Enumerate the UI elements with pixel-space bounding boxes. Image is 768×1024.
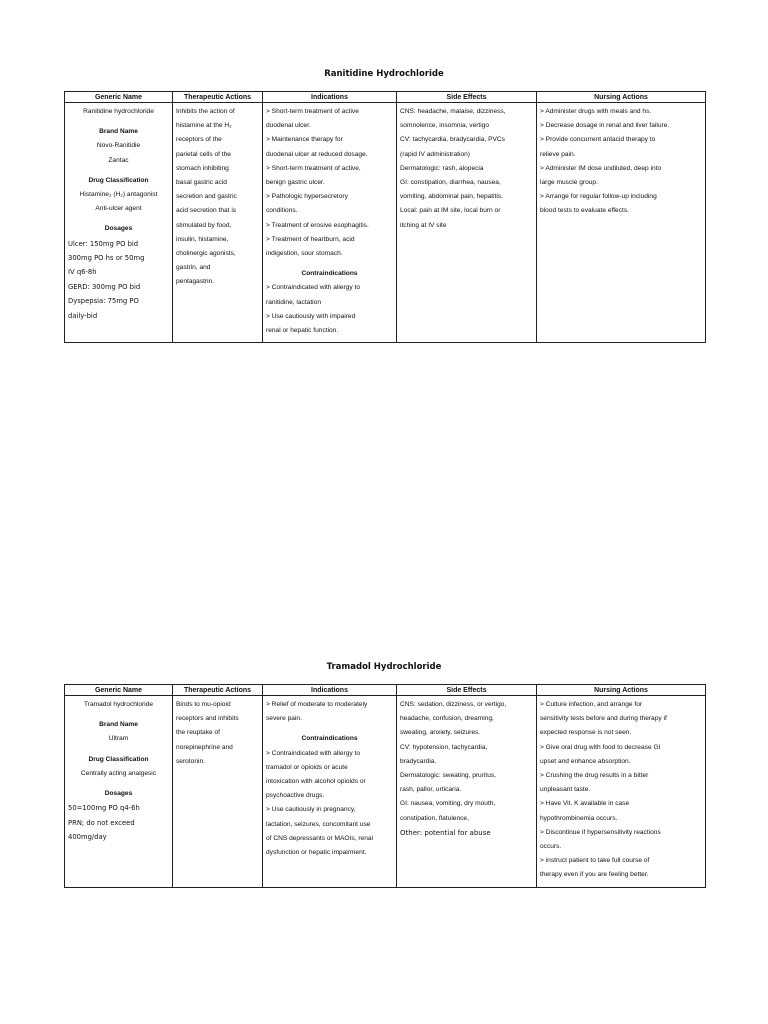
nursing-actions-cell: [537, 696, 706, 888]
drug-title-ranitidine: Ranitidine Hydrochloride: [324, 69, 444, 79]
dosage-line: Ulcer: 150mg PO bid: [68, 239, 139, 248]
nursing-action-line: > Provide concurrent antacid therapy to: [540, 136, 656, 144]
indication-line: > Short-term treatment of active: [266, 108, 359, 115]
nursing-action-line: occurs.: [540, 843, 562, 851]
contraindications-label: Contraindications: [301, 735, 358, 743]
therapeutic-line: norepinephrine and: [176, 743, 233, 751]
contraindication-line: intoxication with alcohol opioids or: [266, 778, 366, 786]
nursing-action-line: sensitivity tests before and during therapy if: [540, 715, 667, 723]
header-generic-name: Generic Name: [65, 685, 173, 696]
dosage-line: 50=100mg PO q4-6h: [68, 804, 140, 813]
nursing-action-line: > Culture infection, and arrange for: [540, 701, 643, 708]
therapeutic-line: parietal cells of the: [176, 150, 231, 158]
nursing-action-line: expected response is not seen.: [540, 729, 632, 737]
side-effects-cell: [397, 696, 537, 888]
therapeutic-actions-cell: [173, 103, 263, 343]
brand-name: Ultram: [108, 735, 129, 743]
side-effect-line: vomiting, abdominal pain, hepatitis.: [400, 193, 503, 201]
dosage-line: PRN; do not exceed: [68, 818, 135, 827]
dosage-line: 400mg/day: [68, 833, 107, 842]
table-row: [65, 103, 706, 343]
side-effect-line: CNS: headache, malaise, dizziness,: [400, 108, 506, 115]
nursing-action-line: > Crushing the drug results in a bitter: [540, 772, 649, 780]
generic-name-cell: [65, 696, 173, 888]
nursing-action-line: > Discontinue if hypersensitivity reactions: [540, 828, 661, 836]
side-effect-line: Dermatologic: rash, alopecia: [400, 164, 484, 172]
indication-line: > Relief of moderate to moderately: [266, 701, 368, 708]
indications-cell: [263, 103, 397, 343]
header-nursing-actions: Nursing Actions: [537, 685, 706, 696]
table-header-row: [65, 92, 706, 103]
header-generic-name: Generic Name: [65, 92, 173, 103]
side-effect-line: rash, pallor, urticaria.: [400, 786, 462, 794]
dosage-line: 300mg PO hs or 50mg: [68, 254, 145, 263]
indication-line: conditions.: [266, 207, 298, 215]
therapeutic-line: insulin, histamine,: [176, 235, 229, 243]
header-therapeutic-actions: Therapeutic Actions: [173, 92, 263, 103]
nursing-action-line: relieve pain.: [540, 150, 576, 158]
therapeutic-line: stimulated by food,: [176, 221, 232, 229]
side-effect-line: bradycardia.: [400, 757, 437, 765]
nursing-actions-cell: [537, 103, 706, 343]
therapeutic-line: cholinergic agonists,: [176, 250, 236, 258]
nursing-action-line: > Arrange for regular follow-up including: [540, 193, 657, 201]
contraindication-line: > Use cautiously with impaired: [266, 312, 356, 320]
drug-classification: Anti-ulcer agent: [95, 205, 142, 213]
side-effect-line: (rapid IV administration): [400, 150, 470, 158]
side-effect-line: CNS: sedation, dizziness, or vertigo,: [400, 701, 507, 708]
nursing-action-line: > Decrease dosage in renal and liver failure.: [540, 122, 670, 130]
dosage-line: GERD: 300mg PO bid: [68, 282, 141, 291]
indication-line: duodenal ulcer.: [266, 122, 311, 130]
side-effect-line: GI: constipation, diarrhea, nausea,: [400, 179, 501, 187]
indication-line: > Pathologic hypersecretory: [266, 193, 348, 201]
nursing-action-line: therapy even if you are feeling better.: [540, 871, 649, 879]
side-effect-line: somnolence, insomnia, vertigo: [400, 122, 490, 130]
drug-classification-label: Drug Classification: [88, 176, 149, 184]
drug-title-tramadol: Tramadol Hydrochloride: [326, 662, 442, 672]
indication-line: > Short-term treatment of active,: [266, 164, 361, 172]
indication-line: indigestion, sour stomach.: [266, 250, 343, 258]
nursing-action-line: blood tests to evaluate effects.: [540, 207, 629, 215]
contraindication-line: of CNS depressants or MAOIs, renal: [266, 834, 374, 842]
side-effect-line: Dermatologic: sweating, pruritus,: [400, 772, 497, 780]
therapeutic-line: serotonin.: [176, 757, 205, 765]
indication-line: duodenal ulcer at reduced dosage.: [266, 150, 368, 158]
dosage-line: Dyspepsia: 75mg PO: [68, 297, 139, 306]
drug-classification-label: Drug Classification: [88, 755, 149, 763]
indication-line: severe pain.: [266, 715, 302, 723]
drug-table-tramadol: [64, 684, 706, 888]
contraindication-line: lactation, seizures, concomitant use: [266, 820, 371, 828]
indication-line: > Treatment of erosive esophagitis.: [266, 221, 369, 229]
side-effect-other: Other: potential for abuse: [400, 828, 491, 837]
drug-classification: Centrally acting analgesic: [80, 769, 157, 777]
brand-name: Zantac: [108, 156, 129, 164]
table-header-row: [65, 685, 706, 696]
contraindication-line: ranitidine, lactation: [266, 298, 321, 306]
therapeutic-line: Inhibits the action of: [176, 108, 235, 115]
side-effects-cell: [397, 103, 537, 343]
nursing-action-line: > Administer drugs with meals and hs.: [540, 108, 652, 115]
contraindication-line: > Contraindicated with allergy to: [266, 749, 361, 757]
brand-name-label: Brand Name: [99, 721, 138, 729]
dosage-line: IV q6-8h: [68, 268, 97, 277]
side-effect-line: CV: hypotension, tachycardia,: [400, 743, 488, 751]
indications-cell: [263, 696, 397, 888]
generic-name-cell: [65, 103, 173, 343]
contraindication-line: renal or hepatic function.: [266, 327, 339, 335]
contraindication-line: dysfunction or hepatic impairment.: [266, 849, 367, 857]
nursing-action-line: > Give oral drug with food to decrease GI: [540, 743, 661, 751]
therapeutic-line: secretion and gastric: [176, 193, 237, 201]
contraindications-label: Contraindications: [301, 270, 358, 278]
nursing-action-line: unpleasant taste.: [540, 786, 591, 794]
therapeutic-line: the reuptake of: [176, 729, 220, 737]
therapeutic-line: gastrin, and: [176, 264, 211, 272]
side-effect-line: itching at IV site: [400, 221, 447, 229]
nursing-action-line: > Administer IM dose undiluted, deep into: [540, 164, 662, 172]
side-effect-line: CV: tachycardia, bradycardia, PVCs: [400, 136, 505, 144]
dosages-label: Dosages: [104, 225, 133, 233]
dosage-line: daily-bid: [68, 311, 98, 320]
contraindication-line: > Use cautiously in pregnancy,: [266, 806, 356, 814]
nursing-action-line: > instruct patient to take full course of: [540, 857, 650, 865]
side-effect-line: headache, confusion, dreaming,: [400, 715, 494, 723]
therapeutic-line: stomach inhibiting: [176, 164, 229, 172]
header-therapeutic-actions: Therapeutic Actions: [173, 685, 263, 696]
therapeutic-line: histamine at the H₂: [176, 122, 232, 130]
header-side-effects: Side Effects: [397, 92, 537, 103]
nursing-action-line: large muscle group.: [540, 179, 598, 187]
therapeutic-line: basal gastric acid: [176, 179, 227, 187]
contraindication-line: tramadol or opioids or acute: [266, 763, 348, 771]
header-indications: Indications: [263, 685, 397, 696]
contraindication-line: > Contraindicated with allergy to: [266, 284, 361, 292]
nursing-action-line: > Have Vit. K available in case: [540, 800, 630, 808]
nursing-action-line: hypothrombinemia occurs.: [540, 814, 618, 822]
therapeutic-line: pentagastrin.: [176, 278, 215, 286]
therapeutic-line: Binds to mu-opioid: [176, 701, 231, 708]
side-effect-line: constipation, flatulence,: [400, 814, 469, 822]
therapeutic-line: receptors and inhibits: [176, 715, 239, 723]
therapeutic-line: acid secretion that is: [176, 207, 237, 215]
generic-name: Ranitidine hydrochloride: [83, 108, 154, 115]
contraindication-line: psychoactive drugs.: [266, 792, 325, 800]
brand-name-label: Brand Name: [99, 128, 138, 136]
table-row: [65, 696, 706, 888]
drug-classification: Histamine₂ (H₂) antagonist: [79, 191, 158, 199]
side-effect-line: GI: nausea, vomiting, dry mouth,: [400, 800, 496, 808]
side-effect-line: sweating, anxiety, seizures.: [400, 729, 481, 737]
header-side-effects: Side Effects: [397, 685, 537, 696]
header-indications: Indications: [263, 92, 397, 103]
dosages-label: Dosages: [104, 790, 133, 798]
drug-table-ranitidine: [64, 91, 706, 343]
indication-line: > Maintenance therapy for: [266, 136, 343, 144]
side-effect-line: Local: pain at IM site, local burn or: [400, 207, 501, 215]
generic-name: Tramadol hydrochloride: [83, 701, 154, 708]
therapeutic-line: receptors of the: [176, 136, 222, 144]
indication-line: > Treatment of heartburn, acid: [266, 235, 355, 243]
nursing-action-line: upset and enhance absorption.: [540, 757, 631, 765]
therapeutic-actions-cell: [173, 696, 263, 888]
header-nursing-actions: Nursing Actions: [537, 92, 706, 103]
indication-line: benign gastric ulcer.: [266, 179, 325, 187]
brand-name: Novo-Ranitidie: [96, 142, 141, 150]
